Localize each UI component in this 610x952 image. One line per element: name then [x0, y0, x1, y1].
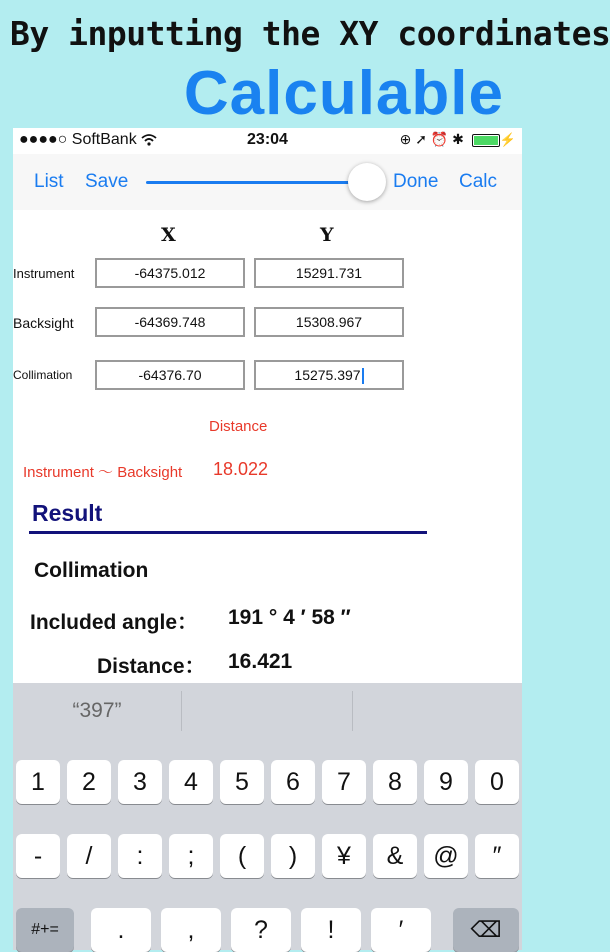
key-3[interactable]: 4	[169, 760, 213, 804]
key-symbol[interactable]: :	[118, 834, 162, 878]
collimation-y-value: 15275.397	[294, 367, 361, 383]
key-punctuation[interactable]: ,	[161, 908, 221, 952]
key-punctuation[interactable]: .	[91, 908, 151, 952]
distance-value: 18.022	[213, 459, 269, 479]
suggestion-item[interactable]: “397”	[72, 699, 122, 722]
battery-icon	[472, 134, 500, 147]
collimation-x-field[interactable]: -64376.70	[95, 360, 245, 390]
suggestion-bar	[13, 683, 522, 739]
collimation-y-field[interactable]	[254, 360, 404, 390]
key-symbol[interactable]: (	[220, 834, 264, 878]
key-1[interactable]: 2	[67, 760, 111, 804]
banner-headline: By inputting the XY coordinates	[10, 14, 610, 53]
result-subtitle: Collimation	[34, 559, 149, 582]
toolbar	[13, 154, 522, 210]
banner-calculable: Calculable	[183, 59, 504, 128]
distance-label: Instrument ～ Backsight	[23, 464, 183, 481]
key-symbol[interactable]: /	[67, 834, 111, 878]
key-symbol[interactable]: ¥	[322, 834, 366, 878]
key-8[interactable]: 9	[424, 760, 468, 804]
row-label-instrument: Instrument	[13, 266, 75, 281]
more-symbols-key[interactable]: #+=	[16, 908, 74, 952]
status-time: 23:04	[247, 131, 288, 148]
key-7[interactable]: 8	[373, 760, 417, 804]
row-label-collimation: Collimation	[13, 368, 73, 382]
list-button[interactable]: List	[34, 171, 64, 192]
backsight-y-field[interactable]: 15308.967	[254, 307, 404, 337]
result-divider	[29, 531, 427, 534]
status-bar	[13, 128, 522, 154]
key-symbol[interactable]: -	[16, 834, 60, 878]
keyboard	[13, 683, 522, 950]
column-header-y: Y	[320, 224, 334, 246]
key-symbol[interactable]: &	[373, 834, 417, 878]
slider-track[interactable]	[146, 181, 370, 184]
instrument-x-field[interactable]: -64375.012	[95, 258, 245, 288]
suggestion-empty-middle[interactable]	[182, 683, 352, 739]
phone-screen	[13, 128, 522, 950]
key-4[interactable]: 5	[220, 760, 264, 804]
status-icons: ⊕ ➚ ⏰ ✱	[399, 131, 464, 147]
key-0[interactable]: 1	[16, 760, 60, 804]
key-2[interactable]: 3	[118, 760, 162, 804]
key-symbol[interactable]: ;	[169, 834, 213, 878]
save-button[interactable]: Save	[85, 171, 129, 192]
key-6[interactable]: 7	[322, 760, 366, 804]
result-title: Result	[32, 500, 103, 526]
slider-thumb[interactable]	[348, 163, 386, 201]
key-symbol[interactable]: @	[424, 834, 468, 878]
included-angle-value: 191 ° 4 ′ 58 ″	[228, 606, 351, 629]
result-distance-value: 16.421	[228, 650, 293, 673]
instrument-y-field[interactable]: 15291.731	[254, 258, 404, 288]
backsight-x-field[interactable]: -64369.748	[95, 307, 245, 337]
status-right-icons: ⊕ ➚ ⏰ ✱ ⚡	[399, 131, 516, 147]
key-punctuation[interactable]: !	[301, 908, 361, 952]
column-header-x: X	[161, 224, 176, 246]
included-angle-label: Included angle：	[30, 611, 199, 634]
key-punctuation[interactable]: ′	[371, 908, 431, 952]
key-5[interactable]: 6	[271, 760, 315, 804]
calc-button[interactable]: Calc	[459, 171, 498, 192]
carrier-text: ●●●●○ SoftBank	[19, 131, 137, 148]
done-button[interactable]: Done	[393, 171, 439, 192]
suggestion-empty-right[interactable]	[353, 683, 522, 739]
text-caret	[362, 368, 364, 384]
key-symbol[interactable]: ″	[475, 834, 519, 878]
key-9[interactable]: 0	[475, 760, 519, 804]
result-distance-label: Distance：	[97, 655, 206, 678]
key-symbol[interactable]: )	[271, 834, 315, 878]
backspace-key[interactable]: ⌫	[453, 908, 519, 952]
key-punctuation[interactable]: ?	[231, 908, 291, 952]
distance-title: Distance	[209, 418, 268, 435]
row-label-backsight: Backsight	[13, 315, 74, 331]
